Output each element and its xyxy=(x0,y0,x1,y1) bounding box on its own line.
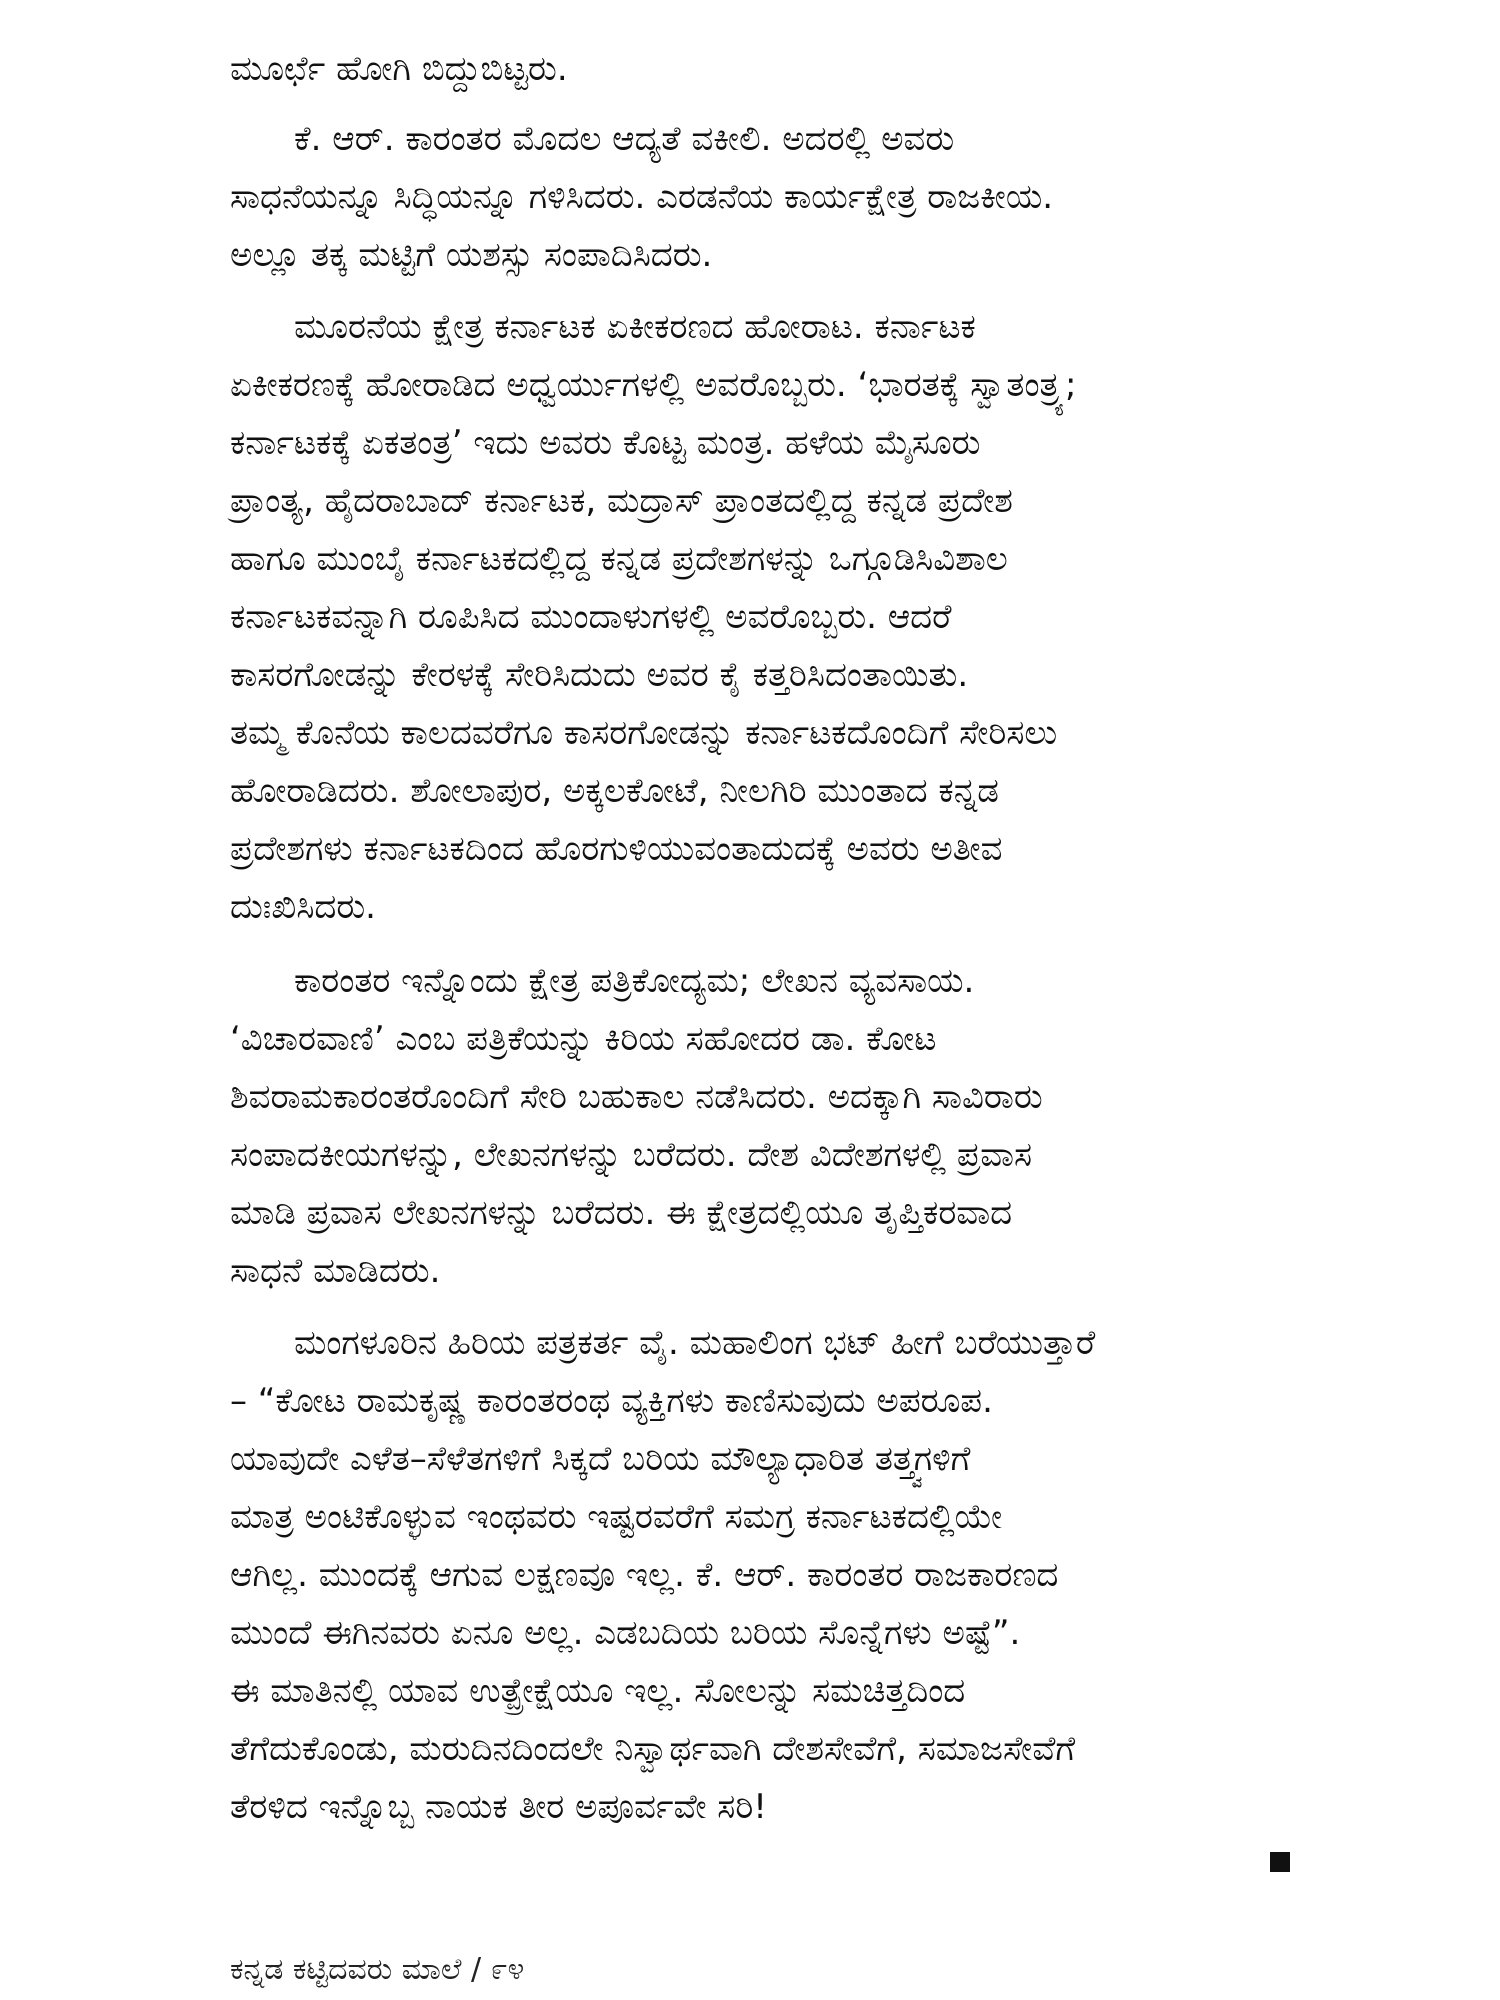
page-footer: ಕನ್ನಡ ಕಟ್ಟಿದವರು ಮಾಲೆ / ೯೪ xyxy=(230,1952,525,1987)
paragraph-continuation: ಮೂರ್ಛೆ ಹೋಗಿ ಬಿದ್ದುಬಿಟ್ಟರು. xyxy=(230,49,568,89)
paragraph-journalism: ಕಾರಂತರ ಇನ್ನೊಂದು ಕ್ಷೇತ್ರ ಪತ್ರಿಕೋದ್ಯಮ; ಲೇಖನ ವ್ಯವಸಾಯ. ‘ವಿಚಾರವಾಣಿ’ ಎಂಬ ಪತ್ರಿಕೆಯನ್ನು ಕಿರಿಯ ಸಹೋದರ ಡಾ. ಕೋಟ ಶಿವರಾಮಕಾರಂತರೊಂದಿಗೆ ಸೇರಿ ಬಹುಕಾಲ ನಡೆಸಿದರು. ಅದಕ್ಕಾಗಿ ಸಾವಿರಾರು ಸಂಪಾದಕೀಯಗಳನ್ನು, ಲೇಖನಗಳನ್ನು ಬರೆದರು. ದೇಶ ವಿದೇಶಗಳಲ್ಲಿ ಪ್ರವಾಸ ಮಾಡಿ ಪ್ರವಾಸ ಲೇಖನಗಳನ್ನು ಬರೆದರು. ಈ ಕ್ಷೇತ್ರದಲ್ಲಿಯೂ ತೃಪ್ತಿಕರವಾದ ಸಾಧನೆ ಮಾಡಿದರು. xyxy=(230,961,1043,1291)
paragraph-quote: ಮಂಗಳೂರಿನ ಹಿರಿಯ ಪತ್ರಕರ್ತ ವೈ. ಮಹಾಲಿಂಗ ಭಟ್ ಹೀಗೆ ಬರೆಯುತ್ತಾರೆ – “ಕೋಟ ರಾಮಕೃಷ್ಣ ಕಾರಂತರಂಥ ವ್ಯಕ್ತಿಗಳು ಕಾಣಿಸುವುದು ಅಪರೂಪ. ಯಾವುದೇ ಎಳೆತ–ಸೆಳೆತಗಳಿಗೆ ಸಿಕ್ಕದೆ ಬರಿಯ ಮೌಲ್ಯಾಧಾರಿತ ತತ್ತ್ವಗಳಿಗೆ ಮಾತ್ರ ಅಂಟಿಕೊಳ್ಳುವ ಇಂಥವರು ಇಷ್ಟರವರೆಗೆ ಸಮಗ್ರ ಕರ್ನಾಟಕದಲ್ಲಿಯೇ ಆಗಿಲ್ಲ. ಮುಂದಕ್ಕೆ ಆಗುವ ಲಕ್ಷಣವೂ ಇಲ್ಲ. ಕೆ. ಆರ್. ಕಾರಂತರ ರಾಜಕಾರಣದ ಮುಂದೆ ಈಗಿನವರು ಏನೂ ಅಲ್ಲ. ಎಡಬದಿಯ ಬರಿಯ ಸೊನ್ನೆಗಳು ಅಷ್ಟೆ”. ಈ ಮಾತಿನಲ್ಲಿ ಯಾವ ಉತ್ಪ್ರೇಕ್ಷೆಯೂ ಇಲ್ಲ. ಸೋಲನ್ನು ಸಮಚಿತ್ತದಿಂದ ತೆಗೆದುಕೊಂಡು, ಮರುದಿನದಿಂದಲೇ ನಿಸ್ವಾರ್ಥವಾಗಿ ದೇಶಸೇವೆಗೆ, ಸಮಾಜಸೇವೆಗೆ ತೆರಳಿದ ಇನ್ನೊಬ್ಬ ನಾಯಕ ತೀರ ಅಪೂರ್ವವೇ ಸರಿ! xyxy=(230,1323,1096,1827)
document-page xyxy=(230,40,1290,1987)
end-of-article-mark xyxy=(1270,1852,1290,1872)
paragraph-unification: ಮೂರನೆಯ ಕ್ಷೇತ್ರ ಕರ್ನಾಟಕ ಏಕೀಕರಣದ ಹೋರಾಟ. ಕರ್ನಾಟಕ ಏಕೀಕರಣಕ್ಕೆ ಹೋರಾಡಿದ ಅಧ್ವರ್ಯುಗಳಲ್ಲಿ ಅವರೊಬ್ಬರು. ‘ಭಾರತಕ್ಕೆ ಸ್ವಾತಂತ್ರ್ಯ; ಕರ್ನಾಟಕಕ್ಕೆ ಏಕತಂತ್ರ’ ಇದು ಅವರು ಕೊಟ್ಟ ಮಂತ್ರ. ಹಳೆಯ ಮೈಸೂರು ಪ್ರಾಂತ್ಯ, ಹೈದರಾಬಾದ್ ಕರ್ನಾಟಕ, ಮದ್ರಾಸ್ ಪ್ರಾಂತದಲ್ಲಿದ್ದ ಕನ್ನಡ ಪ್ರದೇಶ ಹಾಗೂ ಮುಂಬೈ ಕರ್ನಾಟಕದಲ್ಲಿದ್ದ ಕನ್ನಡ ಪ್ರದೇಶಗಳನ್ನು ಒಗ್ಗೂಡಿಸಿವಿಶಾಲ ಕರ್ನಾಟಕವನ್ನಾಗಿ ರೂಪಿಸಿದ ಮುಂದಾಳುಗಳಲ್ಲಿ ಅವರೊಬ್ಬರು. ಆದರೆ ಕಾಸರಗೋಡನ್ನು ಕೇರಳಕ್ಕೆ ಸೇರಿಸಿದುದು ಅವರ ಕೈ ಕತ್ತರಿಸಿದಂತಾಯಿತು. ತಮ್ಮ ಕೊನೆಯ ಕಾಲದವರೆಗೂ ಕಾಸರಗೋಡನ್ನು ಕರ್ನಾಟಕದೊಂದಿಗೆ ಸೇರಿಸಲು ಹೋರಾಡಿದರು. ಶೋಲಾಪುರ, ಅಕ್ಕಲಕೋಟೆ, ನೀಲಗಿರಿ ಮುಂತಾದ ಕನ್ನಡ ಪ್ರದೇಶಗಳು ಕರ್ನಾಟಕದಿಂದ ಹೊರಗುಳಿಯುವಂತಾದುದಕ್ಕೆ ಅವರು ಅತೀವ ದುಃಖಿಸಿದರು. xyxy=(230,307,1077,927)
paragraph-career: ಕೆ. ಆರ್. ಕಾರಂತರ ಮೊದಲ ಆದ್ಯತೆ ವಕೀಲಿ. ಅದರಲ್ಲಿ ಅವರು ಸಾಧನೆಯನ್ನೂ ಸಿದ್ಧಿಯನ್ನೂ ಗಳಿಸಿದರು. ಎರಡನೆಯ ಕಾರ್ಯಕ್ಷೇತ್ರ ರಾಜಕೀಯ. ಅಲ್ಲೂ ತಕ್ಕ ಮಟ್ಟಿಗೆ ಯಶಸ್ಸು ಸಂಪಾದಿಸಿದರು. xyxy=(230,119,1054,275)
